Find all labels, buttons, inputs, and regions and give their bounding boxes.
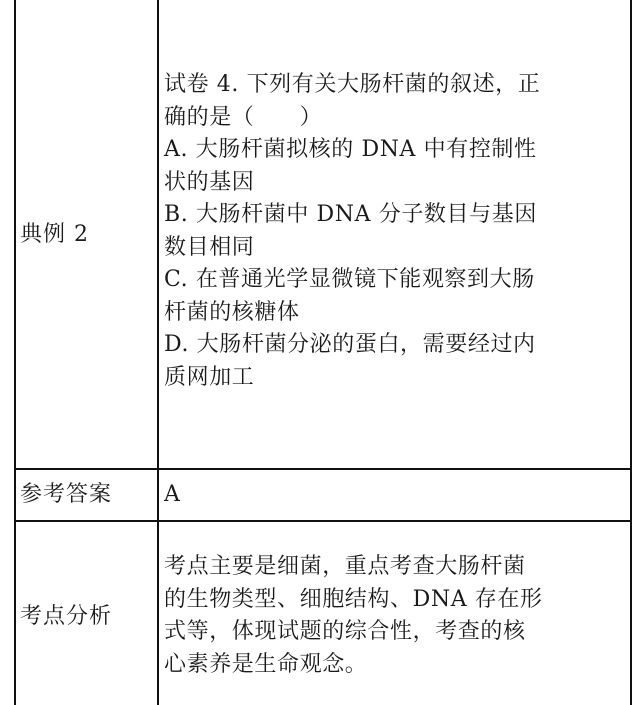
analysis-line: 考点主要是细菌，重点考查大肠杆菌 [164,554,526,579]
option-a-line: 状的基因 [164,169,255,195]
option-b-line: B. 大肠杆菌中 DNA 分子数目与基因 [164,202,537,227]
option-c-line: C. 在普通光学显微镜下能观察到大肠 [164,267,535,292]
analysis-line: 式等，体现试题的综合性，考查的核 [164,619,526,644]
analysis-line: 心素养是生命观念。 [164,651,368,677]
option-d-line: D. 大肠杆菌分泌的蛋白，需要经过内 [164,332,536,357]
option-a-line: A. 大肠杆菌拟核的 DNA 中有控制性 [164,137,537,162]
row-content-analysis [164,551,626,681]
option-c-line: 杆菌的核糖体 [164,299,300,325]
table-column-divider [157,0,159,705]
answer-text: A [164,482,181,507]
row-label-answer: 参考答案 [20,482,113,507]
analysis-line: 的生物类型、细胞结构、DNA 存在形 [164,586,543,612]
row-content-answer [164,479,626,511]
row-divider-2 [14,520,632,522]
row-label-example: 典例 2 [20,222,89,247]
question-line: 试卷 4. 下列有关大肠杆菌的叙述，正 [164,72,541,97]
option-b-line: 数目相同 [164,234,255,260]
row-label-analysis: 考点分析 [20,604,113,629]
row-content-question [164,69,626,394]
row-divider-1 [14,468,632,470]
table-border-left [14,0,16,705]
question-line: 确的是（ ） [164,104,323,130]
option-d-line: 质网加工 [164,364,255,390]
